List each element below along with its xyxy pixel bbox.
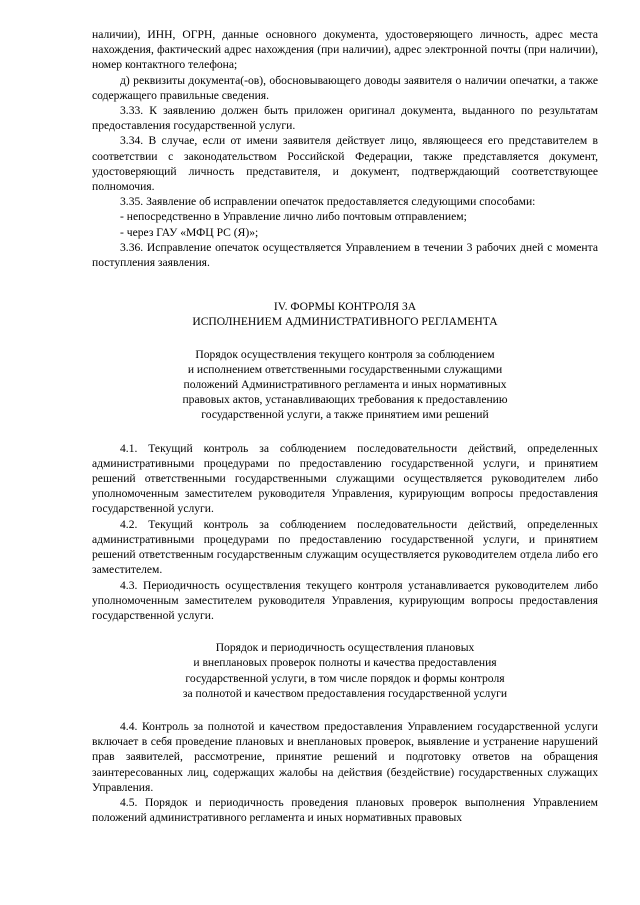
subsection-1-title-line: правовых актов, устанавливающих требования к предоставлению: [182, 393, 508, 407]
list-item-in-person: - непосредственно в Управление лично либо почтовым отправлением;: [120, 210, 467, 224]
paragraph-3-35: 3.35. Заявление об исправлении опечаток предоставляется следующими способами:: [120, 195, 536, 209]
subsection-1-title-line: и исполнением ответственными государственными служащими: [187, 362, 503, 376]
paragraph-3-36: 3.36. Исправление опечаток осуществляется Управлением в течении 3 рабочих дней с момента поступления заявления.: [92, 240, 598, 270]
section-title-line-2: ИСПОЛНЕНИЕМ АДМИНИСТРАТИВНОГО РЕГЛАМЕНТА: [192, 315, 498, 329]
subsection-1-title-line: Порядок осуществления текущего контроля за соблюдением: [195, 347, 495, 361]
paragraph-item-d: д) реквизиты документа(-ов), обосновывающего доводы заявителя о наличии опечатки, а также содержащего правильные сведения.: [92, 73, 598, 102]
subsection-2-title: [92, 640, 598, 701]
subsection-1-title: [92, 347, 598, 423]
list-item-mfc: - через ГАУ «МФЦ РС (Я)»;: [120, 225, 259, 239]
paragraph-3-33: 3.33. К заявлению должен быть приложен оригинал документа, выданного по результатам предоставления государственной услуги.: [92, 104, 598, 133]
subsection-2-title-line: за полнотой и качеством предоставления государственной услуги: [182, 686, 508, 700]
subsection-2-title-line: и внеплановых проверок полноты и качества предоставления: [193, 656, 497, 670]
section-title-line-1: IV. ФОРМЫ КОНТРОЛЯ ЗА: [273, 300, 417, 314]
subsection-1-title-line: положений Административного регламента и иных нормативных: [183, 378, 507, 392]
subsection-2-title-line: государственной услуги, в том числе порядок и формы контроля: [185, 671, 505, 685]
paragraph-4-2: 4.2. Текущий контроль за соблюдением последовательности действий, определенных административными процедурами по предоставлению государственной услуги, и принятием решений ответственным государственным служащим осуществляется руководителем отдела либо его заместителем.: [92, 517, 598, 577]
subsection-1-body: [92, 441, 598, 623]
section-title: [92, 299, 598, 329]
paragraph-4-5: 4.5. Порядок и периодичность проведения плановых проверок выполнения Управлением положений административного регламента и иных нормативных правовых: [92, 795, 598, 825]
paragraph-contact-details: наличии), ИНН, ОГРН, данные основного документа, удостоверяющего личность, адрес места нахождения, фактический адрес нахождения (при наличии), адрес электронной почты (при наличии), номер контактного телефона;: [92, 28, 598, 72]
paragraph-3-34: 3.34. В случае, если от имени заявителя действует лицо, являющееся его представителем в соответствии с законодательством Российской Федерации, также представляется документ, удостоверяющий личность представителя, и документ, подтверждающий соответствующее полномочия.: [92, 134, 598, 194]
subsection-2-title-line: Порядок и периодичность осуществления плановых: [215, 641, 475, 655]
subsection-1-title-line: государственной услуги, а также принятием ими решений: [201, 408, 489, 422]
paragraph-4-4: 4.4. Контроль за полнотой и качеством предоставления Управлением государственной услуги включает в себя проведение плановых и внеплановых проверок, выявление и устранение нарушений прав заявителей, рассмотрение, принятие решений и подготовку ответов на обращения заинтересованных лиц, содержащих жалобы на действия (бездействие) государственных служащих Управления.: [92, 719, 598, 794]
subsection-2-body: [92, 719, 598, 825]
paragraph-4-3: 4.3. Периодичность осуществления текущего контроля устанавливается руководителем либо уполномоченным заместителем руководителя Управления, курирующим вопросы предоставления государственной услуги.: [92, 578, 598, 622]
paragraph-4-1: 4.1. Текущий контроль за соблюдением последовательности действий, определенных административными процедурами по предоставлению государственной услуги, и принятием решений ответственными государственными служащими осуществляется руководителем либо уполномоченным заместителем руководителя Управления, курирующим вопросы предоставления государственной услуги.: [92, 441, 598, 516]
top-paragraphs: [92, 27, 598, 270]
